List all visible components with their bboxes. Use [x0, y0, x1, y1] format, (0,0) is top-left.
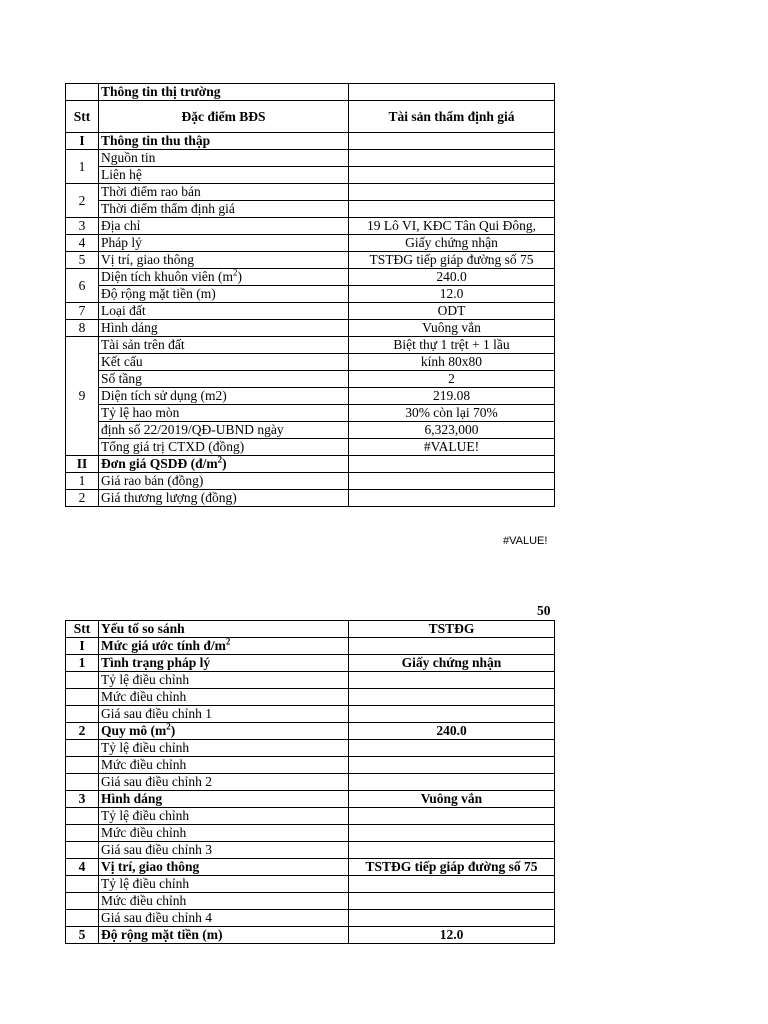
group-title: Quy mô $(m^2)$	[99, 723, 349, 740]
row-value: TSTĐG tiếp giáp đường số 75	[349, 252, 555, 269]
group-stt: 1	[66, 655, 99, 672]
table-row	[66, 371, 555, 388]
table-row	[66, 422, 555, 439]
table-row	[66, 337, 555, 354]
row-label: Nguồn tin	[99, 150, 349, 167]
row-stt: 1	[66, 150, 99, 184]
header-stt: Stt	[66, 621, 99, 638]
section-row	[66, 456, 555, 473]
row-stt: 9	[66, 337, 99, 456]
row-stt: 2	[66, 490, 99, 507]
row-value	[349, 490, 555, 507]
row-stt: 5	[66, 252, 99, 269]
group-value: Giấy chứng nhận	[349, 655, 555, 672]
row-label: Loại đất	[99, 303, 349, 320]
row-label: Giá thương lượng (đồng)	[99, 490, 349, 507]
table-row	[66, 842, 555, 859]
row-label: Tỷ lệ hao mòn	[99, 405, 349, 422]
sub-label: Tỷ lệ điều chỉnh	[99, 672, 349, 689]
row-label: Diện tích sử dụng (m2)	[99, 388, 349, 405]
row-label: Số tầng	[99, 371, 349, 388]
group-stt: 2	[66, 723, 99, 740]
section-label: Đơn giá QSDĐ $(đ/m^2)$	[99, 456, 349, 473]
group-title: Hình dáng	[99, 791, 349, 808]
table-row	[66, 473, 555, 490]
row-label: Pháp lý	[99, 235, 349, 252]
row-value	[349, 201, 555, 218]
header-factor: Yếu tố so sánh	[99, 621, 349, 638]
group-title-row	[66, 859, 555, 876]
section-label: Thông tin thu thập	[99, 133, 349, 150]
sub-label: Tỷ lệ điều chỉnh	[99, 808, 349, 825]
row-label: Liên hệ	[99, 167, 349, 184]
table-row	[66, 320, 555, 337]
row-value	[349, 167, 555, 184]
sub-label: Tỷ lệ điều chỉnh	[99, 740, 349, 757]
section-row	[66, 133, 555, 150]
row-value	[349, 150, 555, 167]
table-row	[66, 910, 555, 927]
row-stt: 7	[66, 303, 99, 320]
table-row	[66, 808, 555, 825]
table-row	[66, 218, 555, 235]
table-row	[66, 689, 555, 706]
group-stt: 3	[66, 791, 99, 808]
sub-label: Mức điều chỉnh	[99, 825, 349, 842]
sub-label: Mức điều chỉnh	[99, 757, 349, 774]
header-row	[66, 621, 555, 638]
row-stt: 3	[66, 218, 99, 235]
sub-label: Tỷ lệ điều chỉnh	[99, 876, 349, 893]
table-row	[66, 825, 555, 842]
row-stt: 4	[66, 235, 99, 252]
row-value: 30% còn lại 70%	[349, 405, 555, 422]
table-row	[66, 303, 555, 320]
row-value: Biệt thự 1 trệt + 1 lầu	[349, 337, 555, 354]
section-label: Mức giá ước tính $đ/m^2$	[99, 638, 349, 655]
table-row	[66, 184, 555, 201]
row-label: Địa chỉ	[99, 218, 349, 235]
row-value: 2	[349, 371, 555, 388]
row-label: Tài sản trên đất	[99, 337, 349, 354]
header-stt: Stt	[66, 101, 99, 133]
row-value: #VALUE!	[349, 439, 555, 456]
header-feature: Đặc điểm BĐS	[99, 101, 349, 133]
sub-label: Giá sau điều chỉnh 3	[99, 842, 349, 859]
row-value: ODT	[349, 303, 555, 320]
row-label: Độ rộng mặt tiền (m)	[99, 286, 349, 303]
error-note: #VALUE!	[503, 535, 548, 547]
sub-label: Giá sau điều chỉnh 2	[99, 774, 349, 791]
sub-label: Giá sau điều chỉnh 4	[99, 910, 349, 927]
header-asset: Tài sản thẩm định giá	[349, 101, 555, 133]
row-label: Tổng giá trị CTXD (đồng)	[99, 439, 349, 456]
row-label: Kết cấu	[99, 354, 349, 371]
sub-label: Mức điều chỉnh	[99, 893, 349, 910]
table-row	[66, 252, 555, 269]
table-row	[66, 405, 555, 422]
comparison-table	[65, 620, 555, 944]
row-label: định số 22/2019/QĐ-UBND ngày	[99, 422, 349, 439]
header-target: TSTĐG	[349, 621, 555, 638]
table-row	[66, 774, 555, 791]
table-row	[66, 269, 555, 286]
row-value: 240.0	[349, 269, 555, 286]
row-stt: 6	[66, 269, 99, 303]
row-value: 6,323,000	[349, 422, 555, 439]
market-info-table	[65, 83, 555, 507]
row-label: Giá rao bán (đồng)	[99, 473, 349, 490]
table-row	[66, 490, 555, 507]
table-row	[66, 167, 555, 184]
group-stt: 4	[66, 859, 99, 876]
row-label: Vị trí, giao thông	[99, 252, 349, 269]
row-value: 12.0	[349, 286, 555, 303]
row-label: Hình dáng	[99, 320, 349, 337]
group-title-row	[66, 655, 555, 672]
group-value: 12.0	[349, 927, 555, 944]
header-row	[66, 101, 555, 133]
section-stt: I	[66, 133, 99, 150]
row-label: Diện tích khuôn viên $(m^2)$	[99, 269, 349, 286]
group-stt: 5	[66, 927, 99, 944]
group-value: 240.0	[349, 723, 555, 740]
row-value: Vuông vắn	[349, 320, 555, 337]
group-title-row	[66, 791, 555, 808]
table-row	[66, 757, 555, 774]
table-row	[66, 740, 555, 757]
section-stt: I	[66, 638, 99, 655]
group-title: Tình trạng pháp lý	[99, 655, 349, 672]
table-row	[66, 286, 555, 303]
table-row	[66, 672, 555, 689]
group-title: Vị trí, giao thông	[99, 859, 349, 876]
table-title-row	[66, 84, 555, 101]
row-value	[349, 184, 555, 201]
table-row	[66, 150, 555, 167]
page-number: 50	[537, 603, 551, 618]
row-value: 19 Lô VI, KĐC Tân Qui Đông,	[349, 218, 555, 235]
group-value: TSTĐG tiếp giáp đường số 75	[349, 859, 555, 876]
row-stt: 8	[66, 320, 99, 337]
table-row	[66, 201, 555, 218]
table-row	[66, 439, 555, 456]
group-title-row	[66, 927, 555, 944]
group-title: Độ rộng mặt tiền (m)	[99, 927, 349, 944]
row-value: kính 80x80	[349, 354, 555, 371]
section-stt: II	[66, 456, 99, 473]
row-value: 219.08	[349, 388, 555, 405]
row-stt: 1	[66, 473, 99, 490]
section-row	[66, 638, 555, 655]
table-row	[66, 876, 555, 893]
table-row	[66, 893, 555, 910]
group-title-row	[66, 723, 555, 740]
table-title: Thông tin thị trường	[99, 84, 349, 101]
row-value: Giấy chứng nhận	[349, 235, 555, 252]
row-value	[349, 473, 555, 490]
sub-label: Mức điều chỉnh	[99, 689, 349, 706]
group-value: Vuông vắn	[349, 791, 555, 808]
row-stt: 2	[66, 184, 99, 218]
row-label: Thời điểm rao bán	[99, 184, 349, 201]
table-row	[66, 388, 555, 405]
sub-label: Giá sau điều chỉnh 1	[99, 706, 349, 723]
table-row	[66, 706, 555, 723]
table-row	[66, 235, 555, 252]
table-row	[66, 354, 555, 371]
row-label: Thời điểm thẩm định giá	[99, 201, 349, 218]
